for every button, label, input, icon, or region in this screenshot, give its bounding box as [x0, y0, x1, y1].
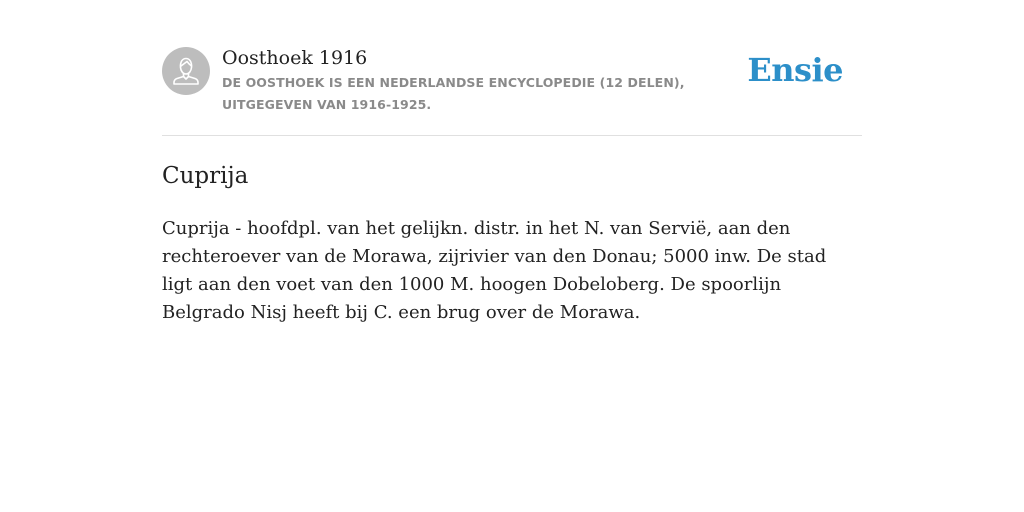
ensie-logo[interactable]: Ensie: [747, 51, 843, 89]
source-header: [162, 46, 862, 136]
avatar: [162, 47, 210, 95]
source-description: DE OOSTHOEK IS EEN NEDERLANDSE ENCYCLOPEDIE (12 DELEN), UITGEGEVEN VAN 1916-1925.: [222, 75, 685, 112]
user-icon: [162, 47, 210, 95]
article: [162, 136, 862, 327]
page-container: [162, 46, 862, 327]
entry-text: Cuprija - hoofdpl. van het gelijkn. distr. in het N. van Servië, aan den rechteroever van de Morawa, zijrivier van den Donau; 5000 inw. De stad ligt aan den voet van den 1000 M. hoogen Dobeloberg. De spoorlijn Belgrado Nisj heeft bij C. een brug over de Morawa.: [162, 218, 827, 323]
source-info: [222, 46, 762, 116]
entry-title: Cuprija: [162, 163, 249, 189]
source-name[interactable]: Oosthoek 1916: [222, 47, 368, 69]
